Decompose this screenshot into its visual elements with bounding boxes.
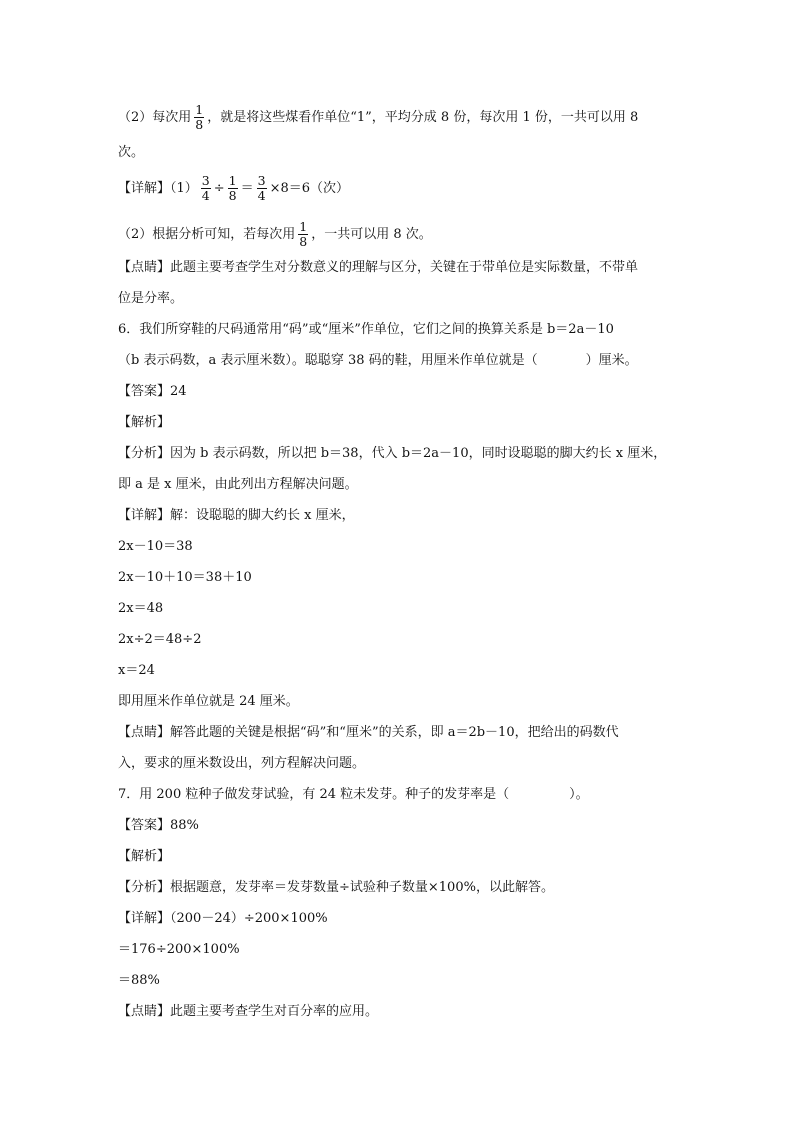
equation-step: 2x－10＝38 bbox=[118, 539, 193, 554]
note-line: 【点睛】此题主要考查学生对百分率的应用。 bbox=[118, 1004, 379, 1019]
analysis-line: 【分析】因为 b 表示码数，所以把 b＝38，代入 b＝2a－10，同时设聪聪的脚大约长 x 厘米， bbox=[118, 446, 667, 461]
analysis-heading: 【解析】 bbox=[118, 849, 171, 864]
analysis-heading: 【解析】 bbox=[118, 415, 171, 430]
result-line: 即用厘米作单位就是 24 厘米。 bbox=[118, 694, 299, 709]
question-7-line bbox=[118, 785, 589, 805]
fraction-one-eighth: $\frac{1}{8}$ bbox=[195, 102, 204, 132]
note-line: 【点睛】解答此题的关键是根据“码”和“厘米”的关系，即 a＝2b－10，把给出的码数代 bbox=[118, 725, 619, 740]
equation-step: ＝88% bbox=[118, 973, 160, 988]
equation-step: x＝24 bbox=[118, 663, 155, 678]
note-line: 位是分率。 bbox=[118, 291, 184, 306]
fraction-three-quarters: $\frac{3}{4}$ bbox=[201, 173, 210, 203]
equation-tail: ×8＝6（次） bbox=[269, 181, 349, 196]
equation-step: 2x＝48 bbox=[118, 601, 164, 616]
detail-label: 【详解】（1） bbox=[118, 181, 198, 196]
answer-line: 【答案】24 bbox=[118, 384, 187, 399]
fraction-one-eighth: $\frac{1}{8}$ bbox=[299, 219, 308, 249]
answer-line: 【答案】88% bbox=[118, 818, 199, 833]
question-6-text: （b 表示码数，a 表示厘米数）。聪聪穿 38 码的鞋，用厘米作单位就是（ bbox=[118, 353, 538, 368]
item2-text-start: （2）每次用 bbox=[118, 110, 192, 125]
detail-part2-line bbox=[118, 220, 432, 249]
analysis-line: 即 a 是 x 厘米，由此列出方程解决问题。 bbox=[118, 477, 358, 492]
question-7-text: ）。 bbox=[569, 787, 589, 802]
question-7-text: 7．用 200 粒种子做发芽试验，有 24 粒未发芽。种子的发芽率是（ bbox=[118, 787, 510, 802]
equation-step: 2x÷2＝48÷2 bbox=[118, 632, 202, 647]
item2-line bbox=[118, 103, 638, 132]
question-6-line bbox=[118, 351, 638, 371]
detail-line: 【详解】（200－24）÷200×100% bbox=[118, 911, 328, 926]
equals-sign: ＝ bbox=[240, 181, 254, 196]
detail-equation-line bbox=[118, 174, 349, 203]
item2-continuation: 次。 bbox=[118, 145, 145, 160]
equation-step: 2x－10＋10＝38＋10 bbox=[118, 570, 252, 585]
item2-text-end: ，就是将这些煤看作单位“1”，平均分成 8 份，每次用 1 份，一共可以用 8 bbox=[207, 110, 639, 125]
equation-step: ＝176÷200×100% bbox=[118, 942, 240, 957]
detail-part2-end: ，一共可以用 8 次。 bbox=[311, 227, 432, 242]
fraction-one-eighth: $\frac{1}{8}$ bbox=[228, 173, 237, 203]
divide-sign: ÷ bbox=[213, 181, 225, 196]
fraction-three-quarters: $\frac{3}{4}$ bbox=[257, 173, 266, 203]
detail-line: 【详解】解：设聪聪的脚大约长 x 厘米， bbox=[118, 508, 355, 523]
note-line: 【点睛】此题主要考查学生对分数意义的理解与区分，关键在于带单位是实际数量，不带单 bbox=[118, 260, 639, 275]
question-6-text: ）厘米。 bbox=[585, 353, 638, 368]
detail-part2-start: （2）根据分析可知，若每次用 bbox=[118, 227, 296, 242]
question-6-line: 6．我们所穿鞋的尺码通常用“码”或“厘米”作单位，它们之间的换算关系是 b＝2a－10 bbox=[118, 322, 614, 337]
note-line: 入，要求的厘米数设出，列方程解决问题。 bbox=[118, 756, 366, 771]
analysis-line: 【分析】根据题意，发芽率＝发芽数量÷试验种子数量×100%，以此解答。 bbox=[118, 880, 554, 895]
